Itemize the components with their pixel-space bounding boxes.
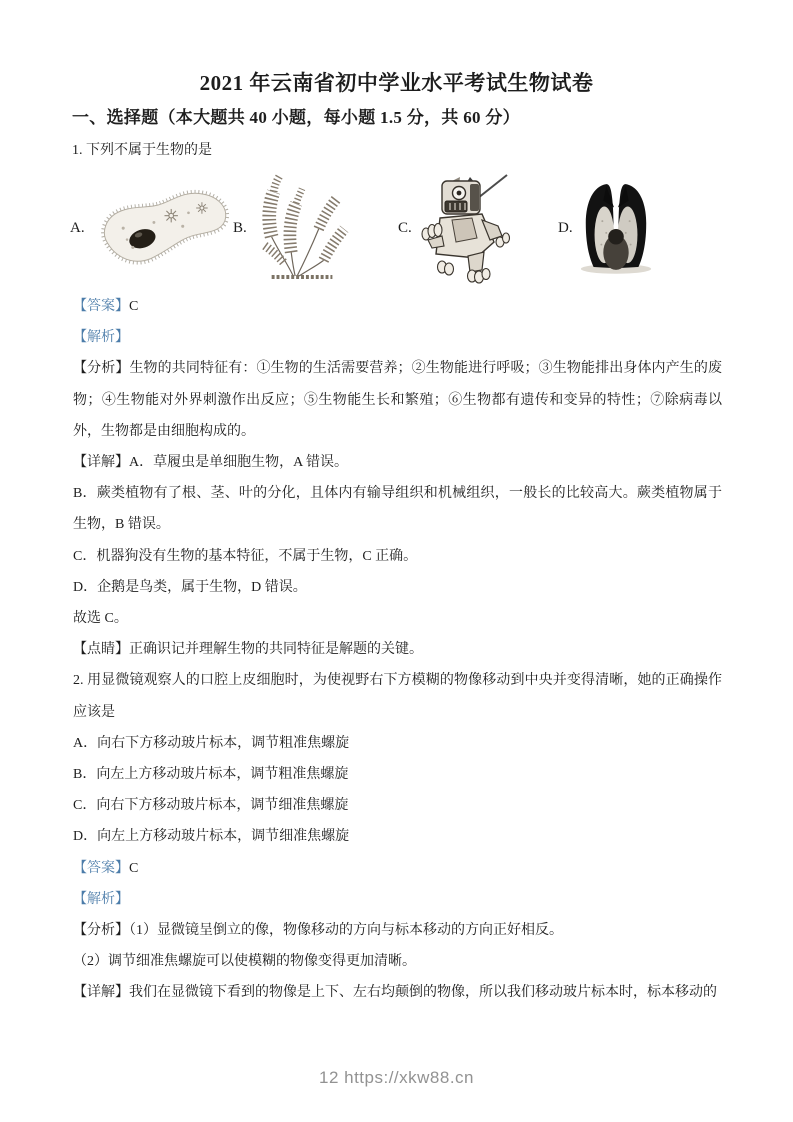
- q1-key-point: 【点睛】正确识记并理解生物的共同特征是解题的关键。: [73, 642, 423, 658]
- q2-option-d: D．向左上方移动玻片标本，调节细准焦螺旋: [73, 829, 350, 845]
- analysis-label: 【解析】: [73, 330, 129, 346]
- q1-detail-b: B．蕨类植物有了根、茎、叶的分化，且体内有输导组织和机械组织，一般长的比较高大。蕨类植物属于生物，B 错误。: [73, 486, 722, 533]
- q1-conclusion: 故选 C。: [73, 611, 128, 627]
- q2-option-c: C．向右下方移动玻片标本，调节细准焦螺旋: [73, 798, 349, 814]
- q2-answer-line: [73, 853, 722, 884]
- paramecium-image: [94, 184, 234, 280]
- q1-analysis-paragraph: 【分析】生物的共同特征有：①生物的生活需要营养；②生物能进行呼吸；③生物能排出身体内产生的废物；④生物能对外界刺激作出反应；⑤生物能生长和繁殖；⑥生物都有遗传和变异的特性；⑦除病毒以外，生物都是由细胞构成的。: [73, 361, 722, 439]
- q1-detail-c: C．机器狗没有生物的基本特征，不属于生物，C 正确。: [73, 548, 418, 564]
- q2-analysis-2: （2）调节细准焦螺旋可以使模糊的物像变得更加清晰。: [73, 954, 416, 970]
- section-heading: 一、选择题（本大题共 40 小题，每小题 1.5 分，共 60 分）: [72, 108, 520, 127]
- q1-analysis-header: [73, 322, 722, 353]
- q2-analysis-1: 【分析】（1）显微镜呈倒立的像，物像移动的方向与标本移动的方向正好相反。: [73, 923, 563, 939]
- option-c-label: C.: [398, 220, 412, 236]
- q1-answer-line: [73, 291, 722, 322]
- question-2-stem: 2. 用显微镜观察人的口腔上皮细胞时，为使视野右下方模糊的物像移动到中央并变得清晰，她的正确操作应该是: [73, 673, 722, 720]
- q1-detail-a: 【详解】A．草履虫是单细胞生物，A 错误。: [73, 455, 348, 471]
- option-a-label: A.: [70, 220, 85, 236]
- fern-image: [254, 172, 352, 285]
- q2-analysis-header: [73, 884, 722, 915]
- option-d-label: D.: [558, 220, 573, 236]
- q1-answer-value: C: [129, 299, 139, 314]
- answer-label: 【答案】: [73, 299, 129, 314]
- analysis-label: 【解析】: [73, 891, 129, 907]
- q2-detail-line: 【详解】我们在显微镜下看到的物像是上下、左右均颠倒的物像，所以我们移动玻片标本时，标本移动的: [73, 985, 717, 1001]
- robot-dog-image: [414, 174, 514, 286]
- answer-label: 【答案】: [73, 860, 129, 876]
- penguins-image: [577, 178, 655, 276]
- question-1-figure-options: [0, 170, 793, 290]
- q2-option-b: B．向左上方移动玻片标本，调节粗准焦螺旋: [73, 767, 349, 783]
- q2-answer-value: C: [129, 860, 139, 876]
- page-title: 2021 年云南省初中学业水平考试生物试卷: [199, 71, 594, 95]
- option-b-label: B.: [233, 220, 247, 236]
- q1-detail-d: D．企鹅是鸟类，属于生物，D 错误。: [73, 579, 307, 595]
- document-body: [73, 291, 722, 1009]
- question-1-stem: 1. 下列不属于生物的是: [72, 143, 212, 158]
- q2-option-a: A．向右下方移动玻片标本，调节粗准焦螺旋: [73, 735, 350, 751]
- page-footer-url: 12 https://xkw88.cn: [318, 1068, 475, 1087]
